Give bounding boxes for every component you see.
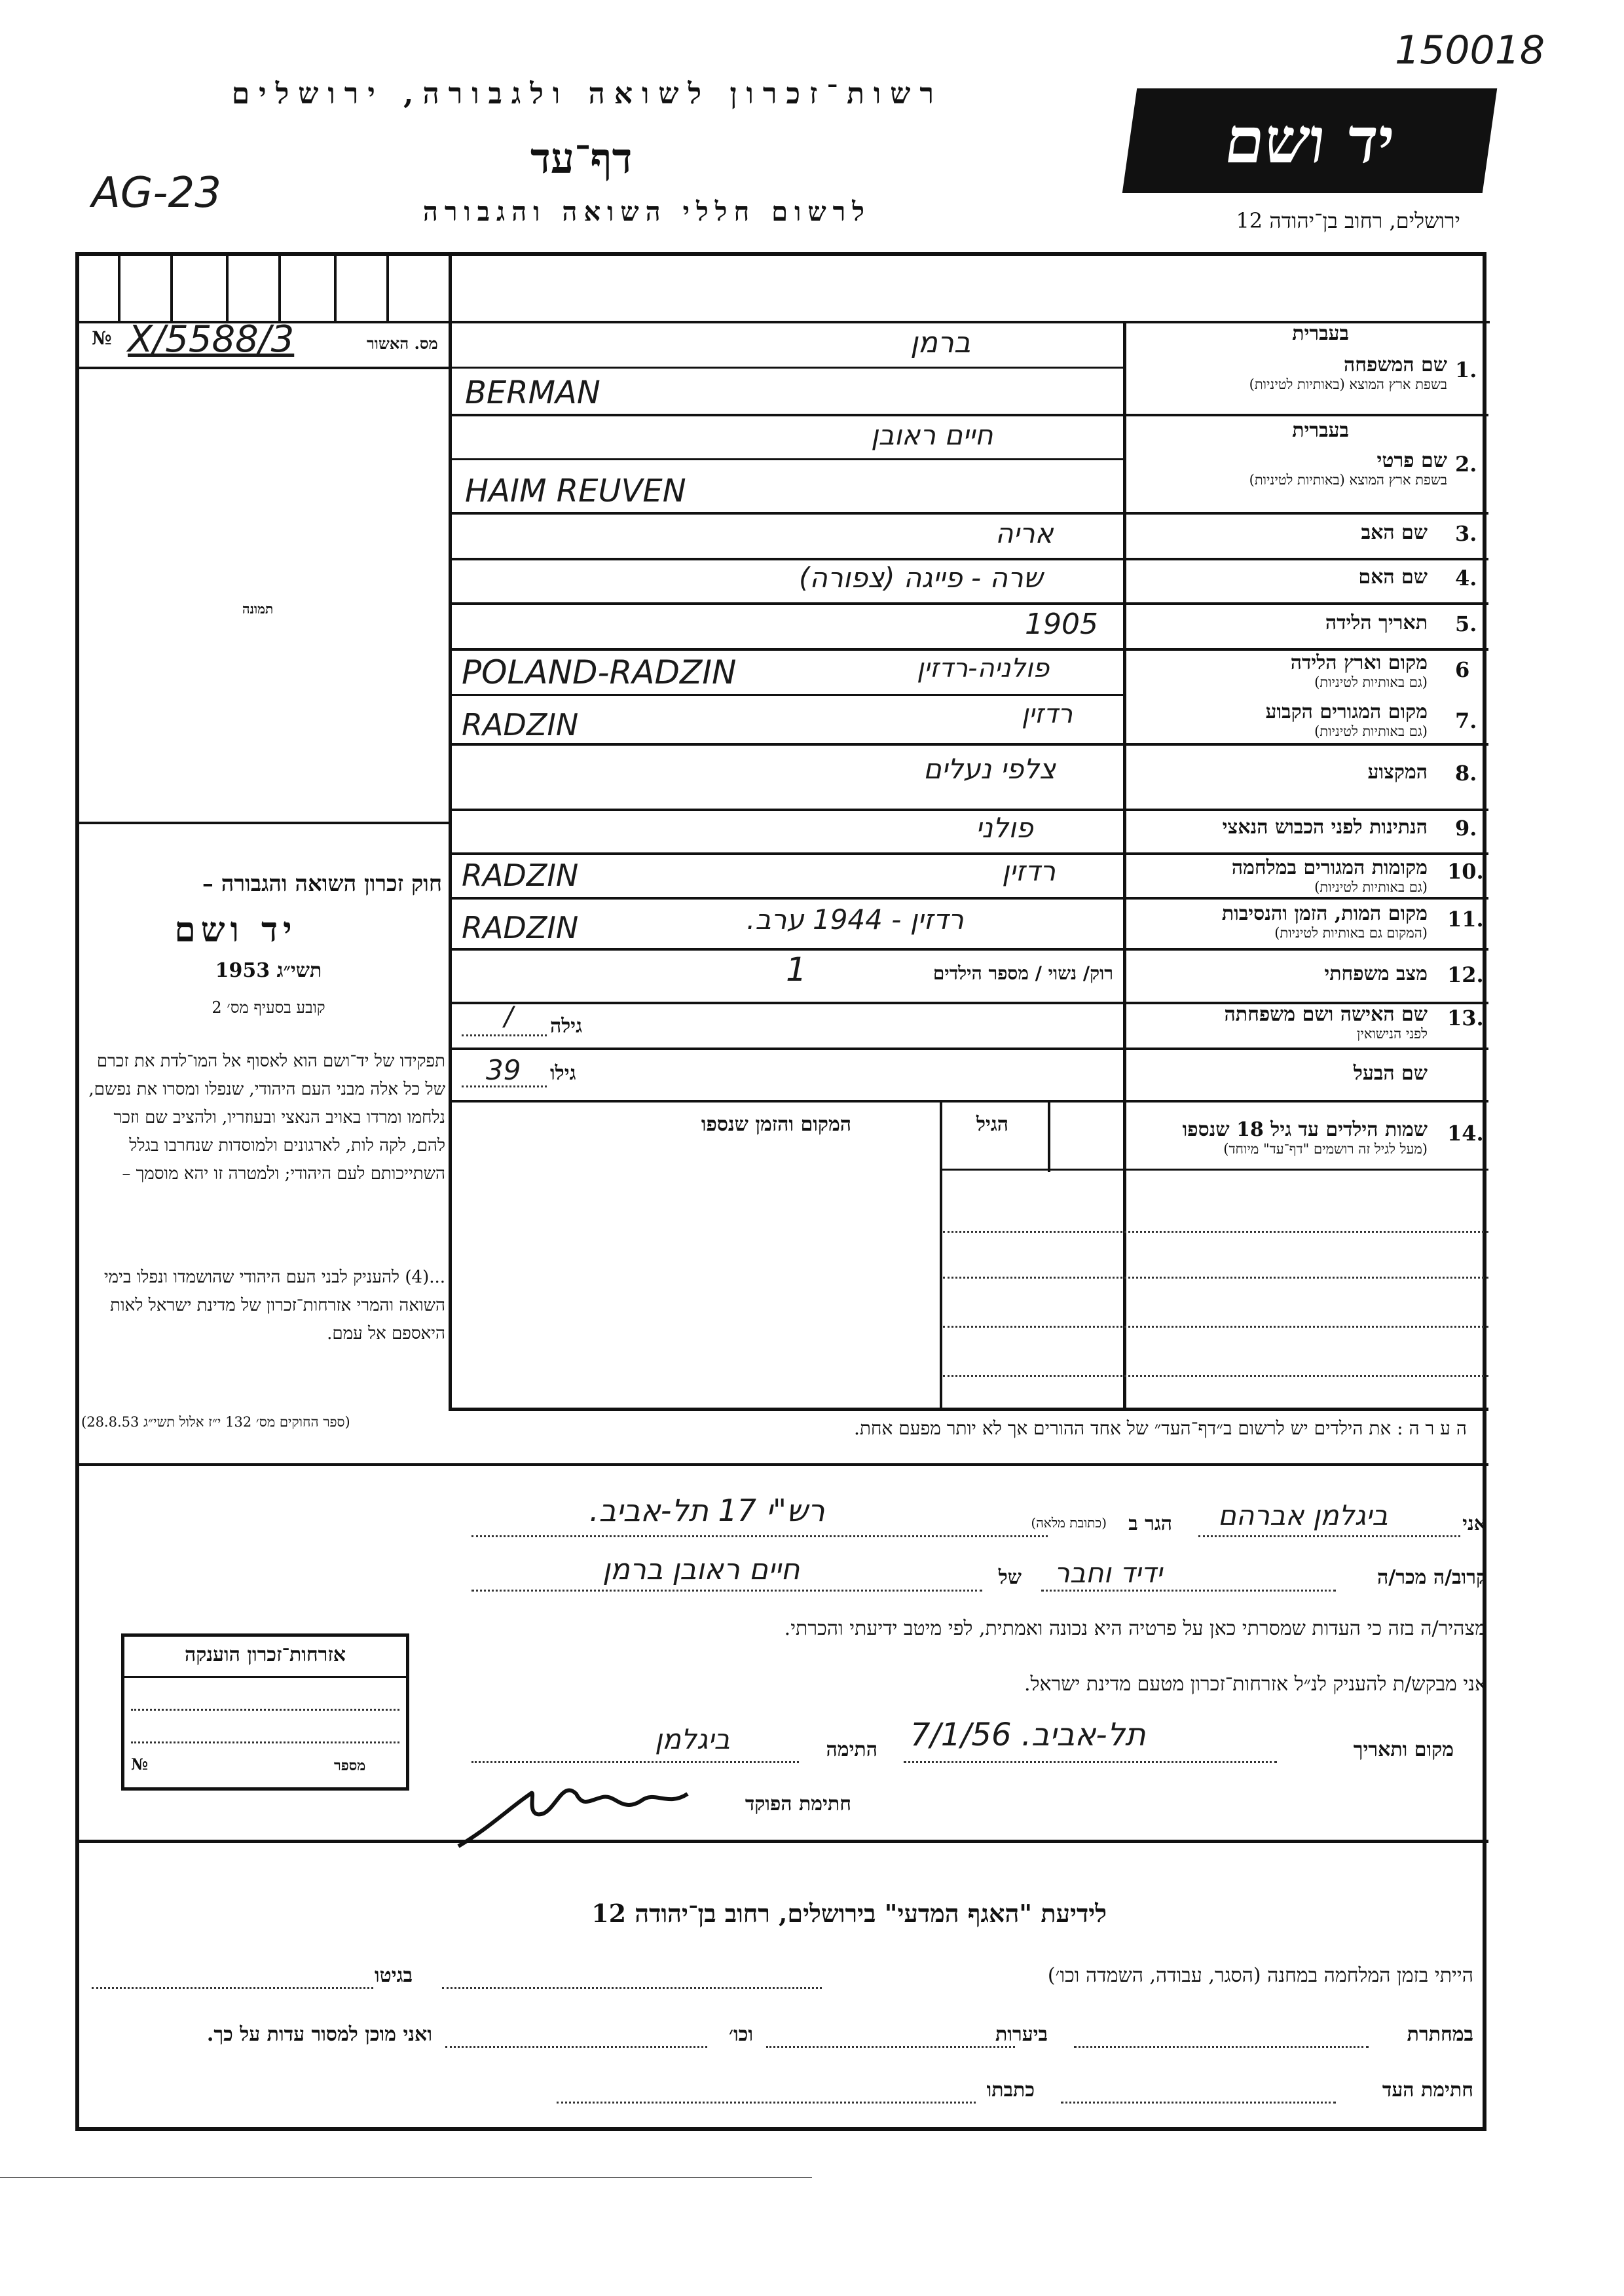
dotted-line[interactable] <box>766 2046 1015 2048</box>
grid-line <box>449 602 1488 605</box>
field-4-value[interactable]: שרה - פייגה (צפורה) <box>799 562 1043 594</box>
dotted-line[interactable] <box>557 2102 976 2104</box>
footer-line3-b: כתבתו <box>986 2079 1035 2102</box>
dotted-line[interactable] <box>1061 2102 1336 2104</box>
field-5-number: 5. <box>1455 611 1477 636</box>
field-5-label: תאריך הלידה <box>1325 611 1428 634</box>
footer-line1-b: בגיטו <box>374 1964 413 1987</box>
officer-signature-label: חתימת הפוקד <box>745 1793 851 1815</box>
grid-line <box>449 948 1488 951</box>
grid-line <box>77 822 451 824</box>
grid-line <box>449 1100 1488 1102</box>
declaration-line1-label: אני <box>1462 1512 1486 1535</box>
place-date-value[interactable]: תל-אביב. 7/1/56 <box>910 1717 1146 1753</box>
field-13-label-text: שם האישה ושם משפחתה <box>1224 1003 1428 1026</box>
field-10-label <box>1232 856 1428 896</box>
yad-vashem-logo: יד ושם <box>1122 88 1497 193</box>
dotted-line <box>131 1741 399 1743</box>
law-paragraph-2: ...(4) להעניק לבני העם היהודי שהושמדו ונפלו בימי השואה והמרי אזרחות־זכרון של מדינת ישראל לאות היאספם אל עמם. <box>103 1267 445 1343</box>
field-1-lang-label: בעברית <box>1292 322 1349 345</box>
field-7-label-text: מקום המגורים הקבוע <box>1265 701 1428 723</box>
field-2-lang-label: בעברית <box>1292 419 1349 442</box>
field-9-label: הנתינות לפני הכבוש הנאצי <box>1222 816 1428 839</box>
field-2-sub: בשפת ארץ המוצא (באותיות לטיניות) <box>1249 472 1447 488</box>
field-6-value-latin[interactable]: POLAND-RADZIN <box>462 653 737 691</box>
declaration-line2-label: קרוב/ה מכר/ה <box>1377 1566 1486 1589</box>
children-place-header: המקום והזמן שנספו <box>701 1113 851 1136</box>
law-title: חוק זכרון השואה והגבורה – <box>202 871 442 897</box>
dotted-line <box>904 1761 1277 1763</box>
field-12-label: מצב משפחתי <box>1324 962 1428 985</box>
field-13-age-label: גילה <box>550 1015 583 1038</box>
declarant-address[interactable]: רש"י 17 תל-אביב. <box>589 1493 825 1528</box>
grid-line <box>449 458 1123 460</box>
children-names-header-text: שמות הילדים עד גיל 18 שנספו <box>1182 1118 1428 1141</box>
dotted-line <box>943 1326 1488 1328</box>
grid-line <box>77 1463 1488 1466</box>
footer-line2-d: ואני מוכן למסור עדות על כך. <box>206 2023 432 2046</box>
dotted-line <box>462 1034 547 1036</box>
field-13-number: 13. <box>1447 1006 1484 1030</box>
field-8-value[interactable]: צלפי נעלים <box>923 753 1056 785</box>
field-1-value-hebrew[interactable]: ברמן <box>910 326 971 359</box>
column-divider <box>449 252 452 1408</box>
grid-line <box>77 1840 1488 1843</box>
field-2-label-text: שם פרטי <box>1376 449 1447 472</box>
dotted-line <box>131 1709 399 1711</box>
husband-age-value[interactable]: 39 <box>486 1054 521 1086</box>
field-13-age-value[interactable]: / <box>504 1002 513 1032</box>
footer-line3-a: חתימת העד <box>1382 2079 1473 2102</box>
footer-line2-b: ביערות <box>995 2023 1048 2046</box>
field-10-label-text: מקומות המגורים במלחמה <box>1231 856 1428 879</box>
field-11-label-text: מקום המות, הזמן והנסיבות <box>1221 902 1428 925</box>
dotted-line[interactable] <box>92 1987 373 1989</box>
dotted-line <box>471 1535 1048 1537</box>
field-12-prefix: רוק/ נשוי / מספר הילדים <box>932 962 1113 984</box>
field-11-value-latin[interactable]: RADZIN <box>462 910 579 945</box>
approval-number: X/5588/3 <box>128 318 295 361</box>
field-9-value[interactable]: פולני <box>976 812 1033 844</box>
grid-line <box>278 252 281 321</box>
field-6-value[interactable]: פולניה-רדזין <box>917 653 1050 683</box>
dotted-line <box>471 1761 799 1763</box>
field-7-sub: (גם באותיות לטיניות) <box>1314 723 1428 739</box>
dotted-line <box>943 1277 1488 1279</box>
field-7-label <box>1266 701 1428 740</box>
field-6-sub: (גם באותיות לטיניות) <box>1314 674 1428 690</box>
law-clause: קובע בסעיף מס׳ 2 <box>212 998 325 1017</box>
field-1-value-latin[interactable]: BERMAN <box>465 374 600 411</box>
field-3-number: 3. <box>1455 521 1477 546</box>
field-2-number: 2. <box>1455 452 1477 477</box>
field-2-label <box>1249 449 1447 488</box>
declaration-line1-mid: הגר ב <box>1128 1512 1172 1535</box>
dotted-line[interactable] <box>445 2046 707 2048</box>
footer-line1-a: הייתי בזמן המלחמה במחנה (הסגר, עבודה, השמדה וכו׳) <box>1047 1964 1473 1987</box>
field-1-sub: בשפת ארץ המוצא (באותיות לטיניות) <box>1249 376 1447 392</box>
form-frame <box>75 252 1486 2131</box>
footer-title: לידיעת "האגף המדעי" בירושלים, רחוב בן־יהודה 12 <box>591 1899 1107 1928</box>
field-5-value[interactable]: 1905 <box>1025 608 1098 641</box>
dotted-line <box>1198 1535 1460 1537</box>
grid-line <box>449 648 1488 651</box>
grid-line <box>449 897 1488 900</box>
page-title: דף־עד <box>530 134 633 183</box>
page-subtitle: לרשום חללי השואה והגבורה <box>422 196 871 227</box>
field-3-value[interactable]: אריה <box>995 517 1054 549</box>
declaration-line4: אני מבקש/ת להעניק לנ״ל אזרחות־זכרון מטעם מדינת ישראל. <box>1024 1673 1486 1696</box>
children-note: ה ע ר ה : את הילדים יש לרשום ב״דף־העד״ של אחד ההורים אך לא יותר מפעם אחת. <box>853 1417 1467 1439</box>
field-12-number: 12. <box>1447 962 1484 987</box>
code-annotation: AG-23 <box>92 169 221 217</box>
approval-label: מס. האשור <box>367 334 438 353</box>
file-number-annotation: 150018 <box>1395 27 1545 73</box>
field-3-label: שם האב <box>1361 521 1428 544</box>
field-1-label-text: שם המשפחה <box>1343 354 1447 376</box>
grid-line <box>449 743 1488 746</box>
grid-line <box>449 414 1488 416</box>
husband-label: שם הבעל <box>1353 1062 1428 1085</box>
column-divider <box>1123 321 1126 1408</box>
dotted-line[interactable] <box>1074 2046 1369 2048</box>
footer-line2-c: וכו׳ <box>729 2023 753 2046</box>
organization-name: רשות־זכרון לשואה ולגבורה, ירושלים <box>231 77 943 111</box>
children-names-sub: (מעל לגיל זה רושמים "דף־עד" מיוחד) <box>1223 1141 1428 1157</box>
declaration-line3: מצהיר/ה בזה כי העדות שמסרתי כאן על פרטיה היא נכונה ואמתית, לפי מיטב ידיעתי והכרתי. <box>784 1617 1486 1640</box>
victim-name[interactable]: חיים ראובן ברמן <box>602 1553 800 1586</box>
dotted-line <box>1041 1590 1336 1592</box>
grid-line <box>449 852 1488 855</box>
field-9-number: 9. <box>1455 816 1477 841</box>
grid-line <box>449 558 1488 560</box>
field-13-sub: לפני הנישואין <box>1357 1026 1428 1042</box>
law-source: (ספר החוקים מס׳ 132 י״ז אלול תשי״ג 28.8.53) <box>81 1414 350 1430</box>
field-1-label <box>1249 354 1447 393</box>
grid-line <box>226 252 229 321</box>
grid-line <box>449 512 1488 515</box>
field-6-label-text: מקום וארץ הלידה <box>1290 651 1428 674</box>
field-11-number: 11. <box>1447 907 1484 932</box>
place-date-label: מקום ותאריך <box>1353 1738 1454 1761</box>
dotted-line <box>943 1375 1488 1377</box>
field-8-number: 8. <box>1455 761 1477 786</box>
law-year: תשי״ג 1953 <box>215 959 322 982</box>
declaration-line2-of: של <box>998 1566 1022 1589</box>
footer-line2-a: במחתרת <box>1407 2023 1473 2046</box>
citizenship-title: אזרחות־זכרון הוענקה <box>184 1643 346 1666</box>
field-4-label: שם האם <box>1358 566 1428 589</box>
field-6-label <box>1291 651 1428 691</box>
photo-label: תמונה <box>242 601 274 617</box>
field-12-value[interactable]: 1 <box>786 951 807 989</box>
dotted-line <box>943 1231 1488 1233</box>
field-7-value-latin[interactable]: RADZIN <box>462 707 579 742</box>
header-address: ירושלים, רחוב בן־יהודה 12 <box>1236 208 1460 233</box>
field-11-value[interactable]: רדזין - 1944 ערב. <box>747 903 964 936</box>
declaration-line1-mid-sub: (כתובת מלאה) <box>1031 1515 1107 1531</box>
column-divider <box>1048 1100 1050 1172</box>
children-age-header: הגיל <box>976 1113 1008 1136</box>
field-6-number: 6 <box>1455 657 1470 682</box>
grid-line <box>386 252 389 321</box>
field-14-number: 14. <box>1447 1121 1484 1146</box>
grid-line <box>449 694 1123 696</box>
grid-line <box>123 1676 407 1678</box>
field-4-number: 4. <box>1455 566 1477 591</box>
grid-line <box>170 252 173 321</box>
grid-line <box>449 1048 1488 1050</box>
bottom-margin-line <box>0 2177 812 2178</box>
dotted-line <box>471 1590 982 1592</box>
column-divider <box>940 1100 942 1408</box>
field-2-value-latin[interactable]: HAIM REUVEN <box>465 473 686 509</box>
signature-label: התימה <box>826 1738 877 1761</box>
declarant-name[interactable]: ביגלמן אברהם <box>1218 1499 1388 1531</box>
grid-line <box>449 1408 1488 1411</box>
relation-value[interactable]: ידיד וחבר <box>1054 1557 1162 1589</box>
grid-line <box>449 809 1488 811</box>
field-1-number: 1. <box>1455 357 1477 382</box>
signature-value[interactable]: ביגלמן <box>655 1723 730 1755</box>
field-10-sub: (גם באותיות לטיניות) <box>1314 879 1428 895</box>
citizenship-no-label: № <box>131 1755 149 1774</box>
grid-line <box>118 252 120 321</box>
officer-signature-scribble <box>452 1768 701 1859</box>
field-10-number: 10. <box>1447 859 1484 884</box>
field-11-sub: (המקום גם באותיות לטיניות) <box>1274 925 1428 941</box>
law-paragraph-1: תפקידו של יד־ושם הוא לאסוף אל המו־לדת את זכרם של כל אלה מבני העם היהודי, שנפלו ומסרו את נפשם, נלחמו ומרדו באויב הנאצי ובעוזריו, ולהציב שם וזכר להם, לקה לות, לארגונים ולמוסדות שנחרבו בגלל השתייכותם לעם היהודי; ולמטרה זו יהא מוסמך – <box>88 1051 445 1184</box>
citizenship-number-label: מספר <box>334 1757 366 1774</box>
field-10-value[interactable]: רדזין <box>1002 855 1056 887</box>
dotted-line[interactable] <box>442 1987 822 1989</box>
grid-line <box>940 1169 1488 1171</box>
grid-line <box>77 367 451 369</box>
field-13-label <box>1225 1003 1428 1042</box>
field-11-label <box>1222 902 1428 941</box>
field-10-value-latin[interactable]: RADZIN <box>462 858 579 893</box>
husband-age-label: גילו <box>550 1062 576 1085</box>
field-7-value[interactable]: רדזין <box>1022 699 1073 729</box>
grid-line <box>449 367 1123 369</box>
children-names-header <box>1183 1118 1428 1157</box>
field-7-number: 7. <box>1455 708 1477 733</box>
field-2-value-hebrew[interactable]: חיים ראובן <box>871 419 993 451</box>
approval-no-label: № <box>92 327 112 349</box>
grid-line <box>334 252 337 321</box>
law-name: יד ושם <box>174 910 297 950</box>
field-8-label: המקצוע <box>1367 761 1428 784</box>
